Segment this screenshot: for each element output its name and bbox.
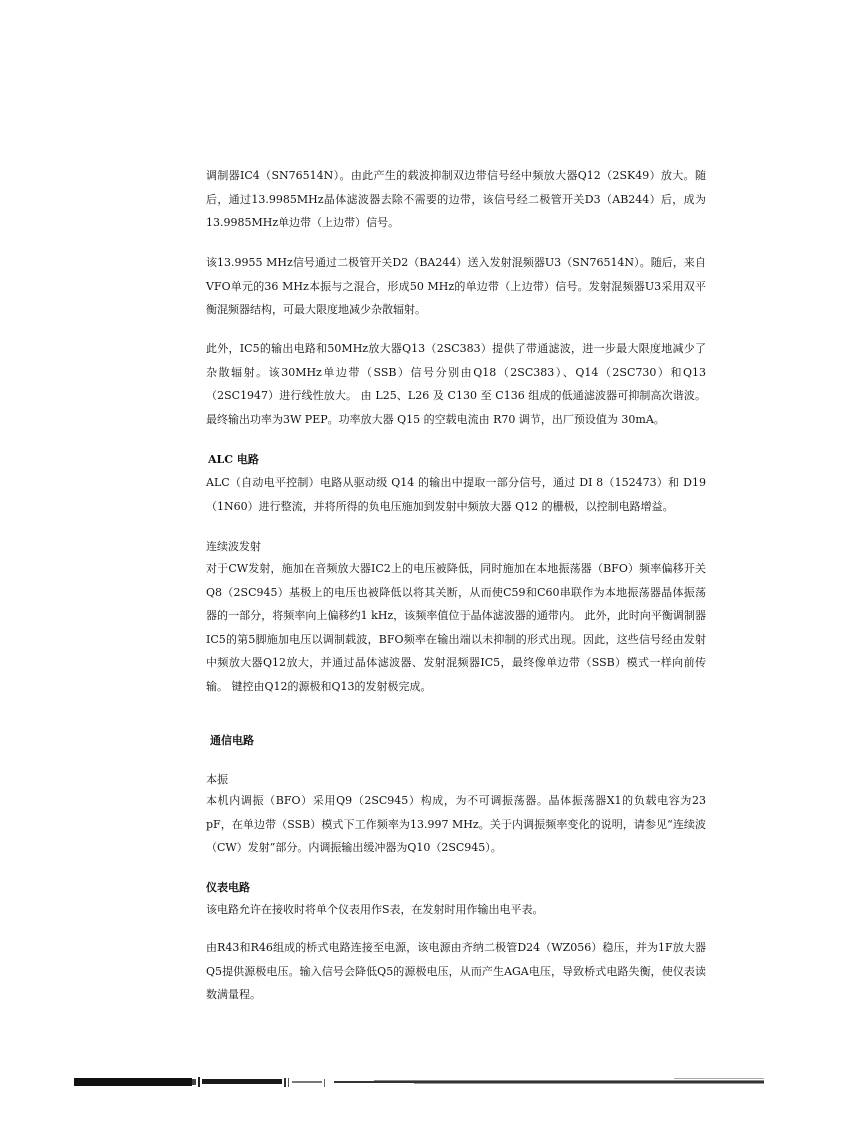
paragraph-transmit-mixer: 该13.9955 MHz信号通过二极管开关D2（BA244）送入发射混频器U3（SN76514N）。随后，来自VFO单元的36 MHz本振与之混合，形成50 MHz的单边带（上边带）信号。发射混频器U3采用双平衡混频器结构，可最大限度地减少杂散辐射。 bbox=[206, 256, 706, 316]
paragraph-bandpass-amplifier: 此外，IC5的输出电路和50MHz放大器Q13（2SC383）提供了带通滤波，进一步最大限度地减少了杂散辐射。该30MHz单边带（SSB）信号分别由Q18（2SC383）、Q14（2SC730）和Q13（2SC1947）进行线性放大。 由 L25、L26 及 C130 至 C136 组成的低通滤波器可抑制高次谐波。最终输出功率为3W PEP。功率放大器 Q15 的空载电流由 R70 调节，出厂预设值为 30mA。 bbox=[206, 342, 706, 426]
heading-cw-transmit: 连续波发射 bbox=[206, 540, 261, 553]
heading-alc: ALC 电路 bbox=[208, 453, 259, 466]
paragraph-local-oscillator: 本机内调振（BFO）采用Q9（2SC945）构成，为不可调振荡器。晶体振荡器X1的负载电容为23 pF，在单边带（SSB）模式下工作频率为13.997 MHz。关于内调振频率变化的说明，请参见“连续波（CW）发射”部分。内调振输出缓冲器为Q10（2SC945）。 bbox=[206, 794, 706, 854]
heading-communication-circuit: 通信电路 bbox=[210, 734, 254, 747]
paragraph-bridge-circuit: 由R43和R46组成的桥式电路连接至电源，该电源由齐纳二极管D24（WZ056）稳压，并为1F放大器Q5提供源极电压。输入信号会降低Q5的源极电压，从而产生AGA电压，导致桥式电路失衡，使仪表读数满量程。 bbox=[206, 941, 706, 1001]
heading-local-oscillator: 本振 bbox=[206, 773, 228, 786]
paragraph-cw-transmit: 对于CW发射，施加在音频放大器IC2上的电压被降低，同时施加在本地振荡器（BFO）频率偏移开关Q8（2SC945）基极上的电压也被降低以将其关断，从而使C59和C60串联作为本地振荡器晶体振荡器的一部分，将频率向上偏移约1 kHz，该频率值位于晶体滤波器的通带内。 此外，此时向平衡调制器IC5的第5脚施加电压以调制载波，BFO频率在输出端以未抑制的形式出现。因此，这些信号经由发射中频放大器Q12放大，并通过晶体滤波器、发射混频器IC5，最终像单边带（SSB）模式一样向前传输。 键控由Q12的源极和Q13的发射极完成。 bbox=[206, 562, 706, 693]
paragraph-modulator: 调制器IC4（SN76514N）。由此产生的载波抑制双边带信号经中频放大器Q12（2SK49）放大。随后，通过13.9985MHz晶体滤波器去除不需要的边带，该信号经二极管开关D3（AB244）后，成为13.9985MHz单边带（上边带）信号。 bbox=[206, 169, 706, 229]
paragraph-alc: ALC（自动电平控制）电路从驱动级 Q14 的输出中提取一部分信号，通过 DI 8（152473）和 D19（1N60）进行整流，并将所得的负电压施加到发射中频放大器 Q12 的栅极，以控制电路增益。 bbox=[206, 476, 706, 513]
paragraph-meter: 该电路允许在接收时将单个仪表用作S表，在发射时用作输出电平表。 bbox=[206, 903, 544, 916]
scan-artifact-bar bbox=[74, 1076, 766, 1088]
heading-meter-circuit: 仪表电路 bbox=[206, 881, 250, 894]
